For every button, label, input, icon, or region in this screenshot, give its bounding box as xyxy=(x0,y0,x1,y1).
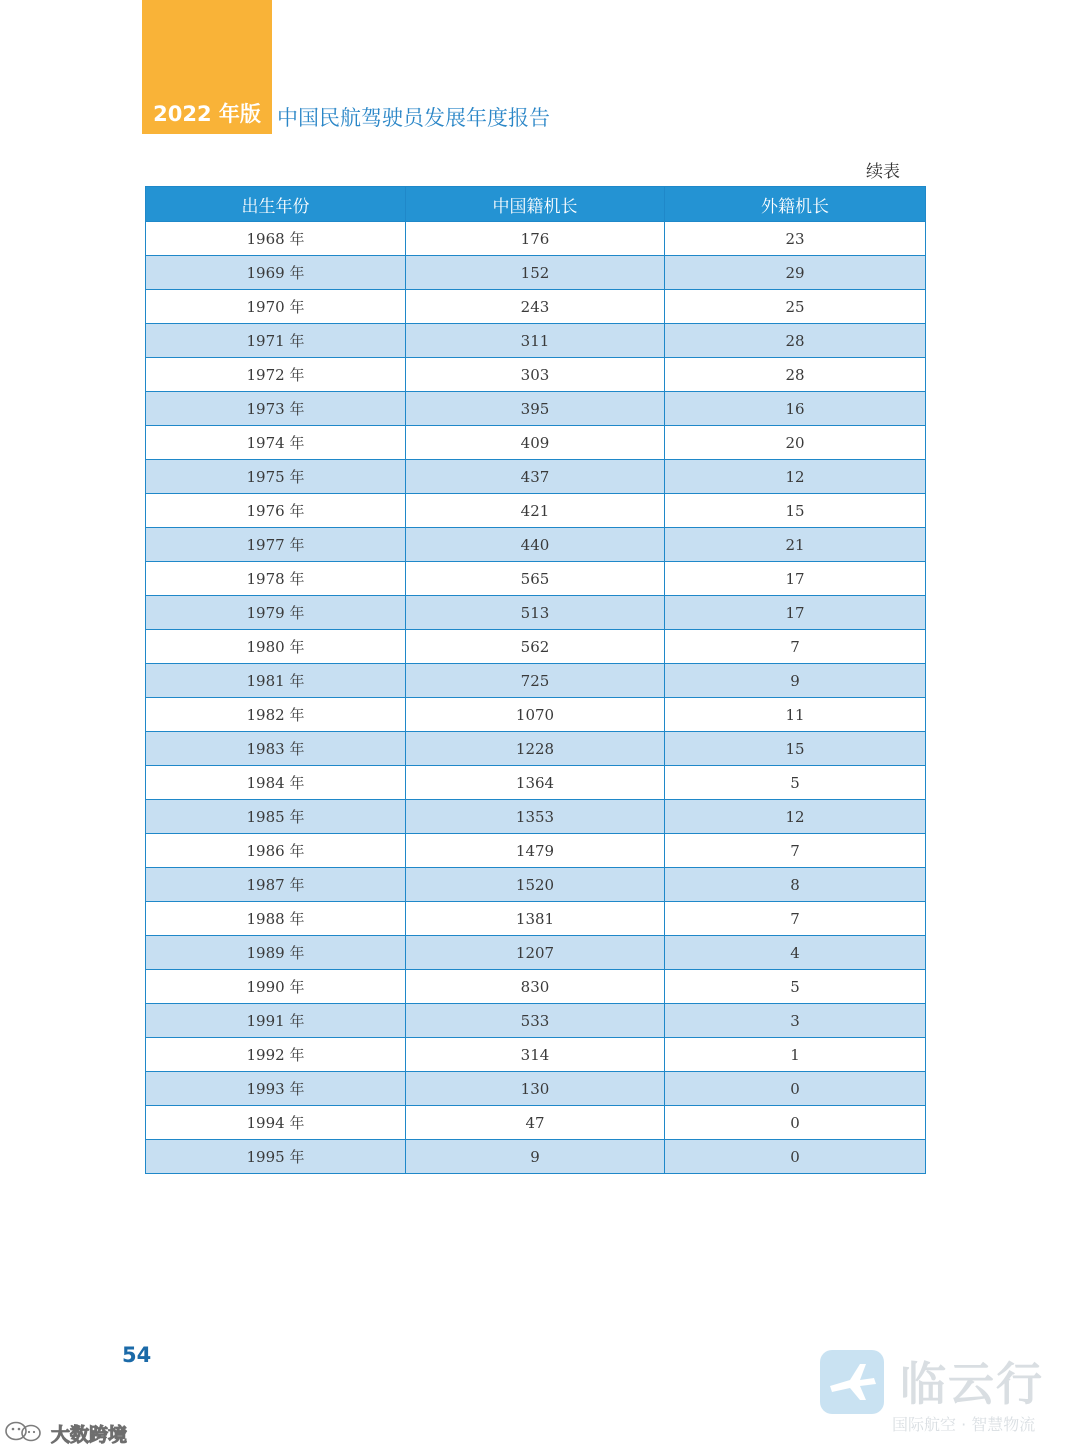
cell-birth-year: 1971 年 xyxy=(146,324,406,358)
table-row xyxy=(146,800,926,834)
watermark-right-brand: 临云行 xyxy=(900,1357,1044,1411)
table-row xyxy=(146,1004,926,1038)
cell-chinese-captains: 421 xyxy=(406,494,665,528)
table-row xyxy=(146,936,926,970)
cell-foreign-captains: 17 xyxy=(665,562,926,596)
cell-foreign-captains: 20 xyxy=(665,426,926,460)
table-row xyxy=(146,494,926,528)
cell-chinese-captains: 562 xyxy=(406,630,665,664)
cell-birth-year: 1969 年 xyxy=(146,256,406,290)
cell-birth-year: 1981 年 xyxy=(146,664,406,698)
page-number: 54 xyxy=(122,1343,152,1367)
edition-tab xyxy=(142,0,272,134)
watermark-right-subtitle: 国际航空 · 智慧物流 xyxy=(892,1415,1036,1434)
cell-chinese-captains: 1207 xyxy=(406,936,665,970)
captain-birth-year-table xyxy=(145,186,926,1174)
cell-birth-year: 1977 年 xyxy=(146,528,406,562)
cell-chinese-captains: 565 xyxy=(406,562,665,596)
continued-label: 续表 xyxy=(866,162,900,182)
cell-foreign-captains: 23 xyxy=(665,222,926,256)
cell-foreign-captains: 0 xyxy=(665,1106,926,1140)
cell-birth-year: 1986 年 xyxy=(146,834,406,868)
cell-foreign-captains: 12 xyxy=(665,800,926,834)
cell-chinese-captains: 176 xyxy=(406,222,665,256)
cell-birth-year: 1982 年 xyxy=(146,698,406,732)
table-row xyxy=(146,1106,926,1140)
cell-foreign-captains: 0 xyxy=(665,1140,926,1174)
airplane-icon xyxy=(820,1350,884,1414)
cell-chinese-captains: 152 xyxy=(406,256,665,290)
cell-chinese-captains: 1381 xyxy=(406,902,665,936)
column-header-chinese-captains: 中国籍机长 xyxy=(406,187,665,222)
cell-foreign-captains: 28 xyxy=(665,324,926,358)
cell-foreign-captains: 28 xyxy=(665,358,926,392)
cell-birth-year: 1979 年 xyxy=(146,596,406,630)
watermark-right xyxy=(820,1348,1070,1440)
cell-birth-year: 1994 年 xyxy=(146,1106,406,1140)
cell-chinese-captains: 1353 xyxy=(406,800,665,834)
cell-chinese-captains: 440 xyxy=(406,528,665,562)
table-row xyxy=(146,528,926,562)
table-header-row xyxy=(146,187,926,222)
table-row xyxy=(146,392,926,426)
cell-birth-year: 1985 年 xyxy=(146,800,406,834)
cell-chinese-captains: 395 xyxy=(406,392,665,426)
cell-birth-year: 1990 年 xyxy=(146,970,406,1004)
table-row xyxy=(146,1038,926,1072)
cell-birth-year: 1995 年 xyxy=(146,1140,406,1174)
cell-foreign-captains: 15 xyxy=(665,494,926,528)
cell-birth-year: 1974 年 xyxy=(146,426,406,460)
cell-birth-year: 1984 年 xyxy=(146,766,406,800)
cell-birth-year: 1987 年 xyxy=(146,868,406,902)
cell-foreign-captains: 7 xyxy=(665,834,926,868)
column-header-birth-year: 出生年份 xyxy=(146,187,406,222)
cell-chinese-captains: 311 xyxy=(406,324,665,358)
cell-chinese-captains: 533 xyxy=(406,1004,665,1038)
column-header-foreign-captains: 外籍机长 xyxy=(665,187,926,222)
cell-chinese-captains: 243 xyxy=(406,290,665,324)
table-row xyxy=(146,460,926,494)
cell-foreign-captains: 4 xyxy=(665,936,926,970)
cell-chinese-captains: 303 xyxy=(406,358,665,392)
cell-birth-year: 1980 年 xyxy=(146,630,406,664)
cell-foreign-captains: 12 xyxy=(665,460,926,494)
cell-birth-year: 1992 年 xyxy=(146,1038,406,1072)
cell-foreign-captains: 8 xyxy=(665,868,926,902)
cell-birth-year: 1988 年 xyxy=(146,902,406,936)
table-body xyxy=(146,222,926,1174)
cell-birth-year: 1991 年 xyxy=(146,1004,406,1038)
cell-birth-year: 1973 年 xyxy=(146,392,406,426)
cell-chinese-captains: 1520 xyxy=(406,868,665,902)
report-title: 中国民航驾驶员发展年度报告 xyxy=(277,106,550,130)
cell-chinese-captains: 513 xyxy=(406,596,665,630)
cell-foreign-captains: 25 xyxy=(665,290,926,324)
cell-birth-year: 1976 年 xyxy=(146,494,406,528)
cell-chinese-captains: 1070 xyxy=(406,698,665,732)
table-row xyxy=(146,426,926,460)
cell-foreign-captains: 7 xyxy=(665,630,926,664)
cell-foreign-captains: 21 xyxy=(665,528,926,562)
cell-foreign-captains: 7 xyxy=(665,902,926,936)
cell-chinese-captains: 314 xyxy=(406,1038,665,1072)
table-row xyxy=(146,766,926,800)
cell-chinese-captains: 1364 xyxy=(406,766,665,800)
cell-chinese-captains: 9 xyxy=(406,1140,665,1174)
cell-chinese-captains: 830 xyxy=(406,970,665,1004)
cell-birth-year: 1972 年 xyxy=(146,358,406,392)
cell-chinese-captains: 1479 xyxy=(406,834,665,868)
table-row xyxy=(146,732,926,766)
cell-foreign-captains: 16 xyxy=(665,392,926,426)
cell-chinese-captains: 409 xyxy=(406,426,665,460)
table-row xyxy=(146,596,926,630)
table-row xyxy=(146,664,926,698)
table-row xyxy=(146,324,926,358)
table-row xyxy=(146,1140,926,1174)
watermark-left-text: 大数跨境 xyxy=(51,1423,128,1446)
cell-foreign-captains: 5 xyxy=(665,970,926,1004)
table-row xyxy=(146,630,926,664)
cell-chinese-captains: 437 xyxy=(406,460,665,494)
cell-foreign-captains: 29 xyxy=(665,256,926,290)
cell-foreign-captains: 3 xyxy=(665,1004,926,1038)
cell-foreign-captains: 17 xyxy=(665,596,926,630)
cell-birth-year: 1983 年 xyxy=(146,732,406,766)
watermark-left xyxy=(4,1419,127,1447)
table-row xyxy=(146,970,926,1004)
cell-birth-year: 1975 年 xyxy=(146,460,406,494)
cell-chinese-captains: 1228 xyxy=(406,732,665,766)
table-row xyxy=(146,290,926,324)
cell-chinese-captains: 725 xyxy=(406,664,665,698)
cell-birth-year: 1970 年 xyxy=(146,290,406,324)
table-row xyxy=(146,698,926,732)
wechat-logo-icon xyxy=(4,1419,48,1447)
cell-birth-year: 1989 年 xyxy=(146,936,406,970)
cell-chinese-captains: 47 xyxy=(406,1106,665,1140)
cell-foreign-captains: 9 xyxy=(665,664,926,698)
cell-foreign-captains: 0 xyxy=(665,1072,926,1106)
cell-foreign-captains: 15 xyxy=(665,732,926,766)
cell-chinese-captains: 130 xyxy=(406,1072,665,1106)
cell-birth-year: 1968 年 xyxy=(146,222,406,256)
cell-foreign-captains: 11 xyxy=(665,698,926,732)
table-row xyxy=(146,222,926,256)
cell-birth-year: 1978 年 xyxy=(146,562,406,596)
edition-label: 2022 年版 xyxy=(153,102,261,126)
table-row xyxy=(146,256,926,290)
cell-foreign-captains: 5 xyxy=(665,766,926,800)
table-row xyxy=(146,902,926,936)
cell-birth-year: 1993 年 xyxy=(146,1072,406,1106)
table-row xyxy=(146,562,926,596)
table-row xyxy=(146,834,926,868)
table-row xyxy=(146,868,926,902)
cell-foreign-captains: 1 xyxy=(665,1038,926,1072)
table-row xyxy=(146,1072,926,1106)
table-row xyxy=(146,358,926,392)
